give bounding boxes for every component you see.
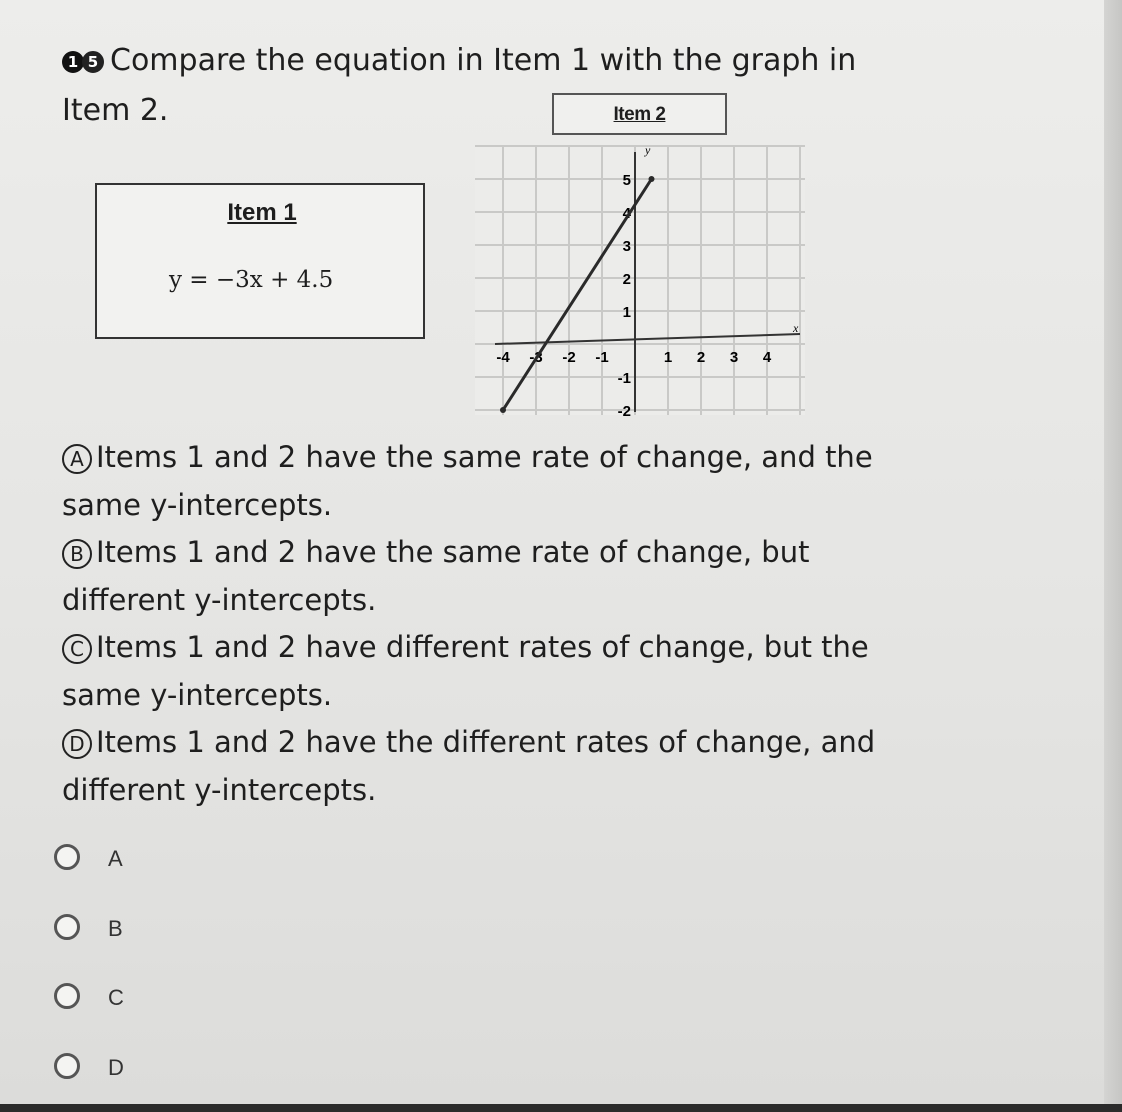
x-tick-label: 1 (663, 349, 673, 366)
choice-b (62, 529, 892, 624)
x-tick-label: 3 (729, 349, 739, 366)
question-number-badge-1: 1 (62, 51, 84, 73)
choice-a (62, 434, 892, 529)
choice-b-text: Items 1 and 2 have the same rate of change, but different y-intercepts. (62, 535, 810, 617)
y-tick-label: 3 (622, 238, 631, 255)
choice-c-text: Items 1 and 2 have different rates of change, but the same y-intercepts. (62, 630, 869, 712)
choice-a-text: Items 1 and 2 have the same rate of change, and the same y-intercepts. (62, 440, 873, 522)
item2-graph (475, 140, 810, 420)
y-tick-label: -1 (617, 370, 631, 387)
choice-c-letter: C (62, 634, 92, 664)
x-tick-label: 2 (696, 349, 706, 366)
option-b-label[interactable]: B (108, 916, 123, 941)
x-tick-label: -2 (562, 349, 576, 366)
option-d-radio[interactable] (54, 1053, 80, 1079)
x-tick-label: -3 (529, 349, 543, 366)
option-c-radio[interactable] (54, 983, 80, 1009)
option-d[interactable] (52, 1047, 192, 1087)
question-number-badge-2: 5 (82, 51, 104, 73)
option-c-label[interactable]: C (108, 985, 124, 1010)
choice-d-letter: D (62, 729, 92, 759)
option-a[interactable] (52, 838, 192, 878)
choice-d (62, 719, 892, 814)
y-tick-label: 1 (622, 304, 631, 321)
graph-line-endpoint (500, 407, 506, 413)
y-axis-letter: y (645, 143, 651, 157)
option-a-label[interactable]: A (108, 846, 123, 871)
y-tick-label: 4 (622, 205, 631, 222)
option-b-radio[interactable] (54, 914, 80, 940)
choice-d-text: Items 1 and 2 have the different rates of change, and different y-intercepts. (62, 725, 876, 807)
option-c[interactable] (52, 977, 192, 1017)
x-tick-label: -1 (595, 349, 609, 366)
item1-equation: y = −3x + 4.5 (169, 267, 334, 293)
option-a-radio[interactable] (54, 844, 80, 870)
choice-b-letter: B (62, 539, 92, 569)
screen-bezel (0, 1104, 1122, 1112)
option-d-label[interactable]: D (108, 1055, 124, 1080)
question-prompt (62, 36, 882, 136)
answer-choices (62, 434, 892, 814)
choice-a-letter: A (62, 444, 92, 474)
question-text: Compare the equation in Item 1 with the graph in Item 2. (62, 43, 857, 128)
y-tick-label: -2 (617, 403, 631, 420)
y-tick-label: 5 (622, 172, 631, 189)
option-b[interactable] (52, 908, 192, 948)
x-tick-label: 4 (762, 349, 772, 366)
x-axis-letter: x (793, 321, 799, 335)
item2-box (552, 93, 727, 135)
item1-title: Item 1 (227, 199, 297, 226)
x-tick-label: -4 (496, 349, 510, 366)
y-tick-label: 2 (622, 271, 631, 288)
graph-line-endpoint (649, 176, 655, 182)
item1-box (95, 183, 425, 339)
item2-title: Item 2 (613, 104, 666, 125)
page-edge-shadow (1104, 0, 1122, 1112)
choice-c (62, 624, 892, 719)
